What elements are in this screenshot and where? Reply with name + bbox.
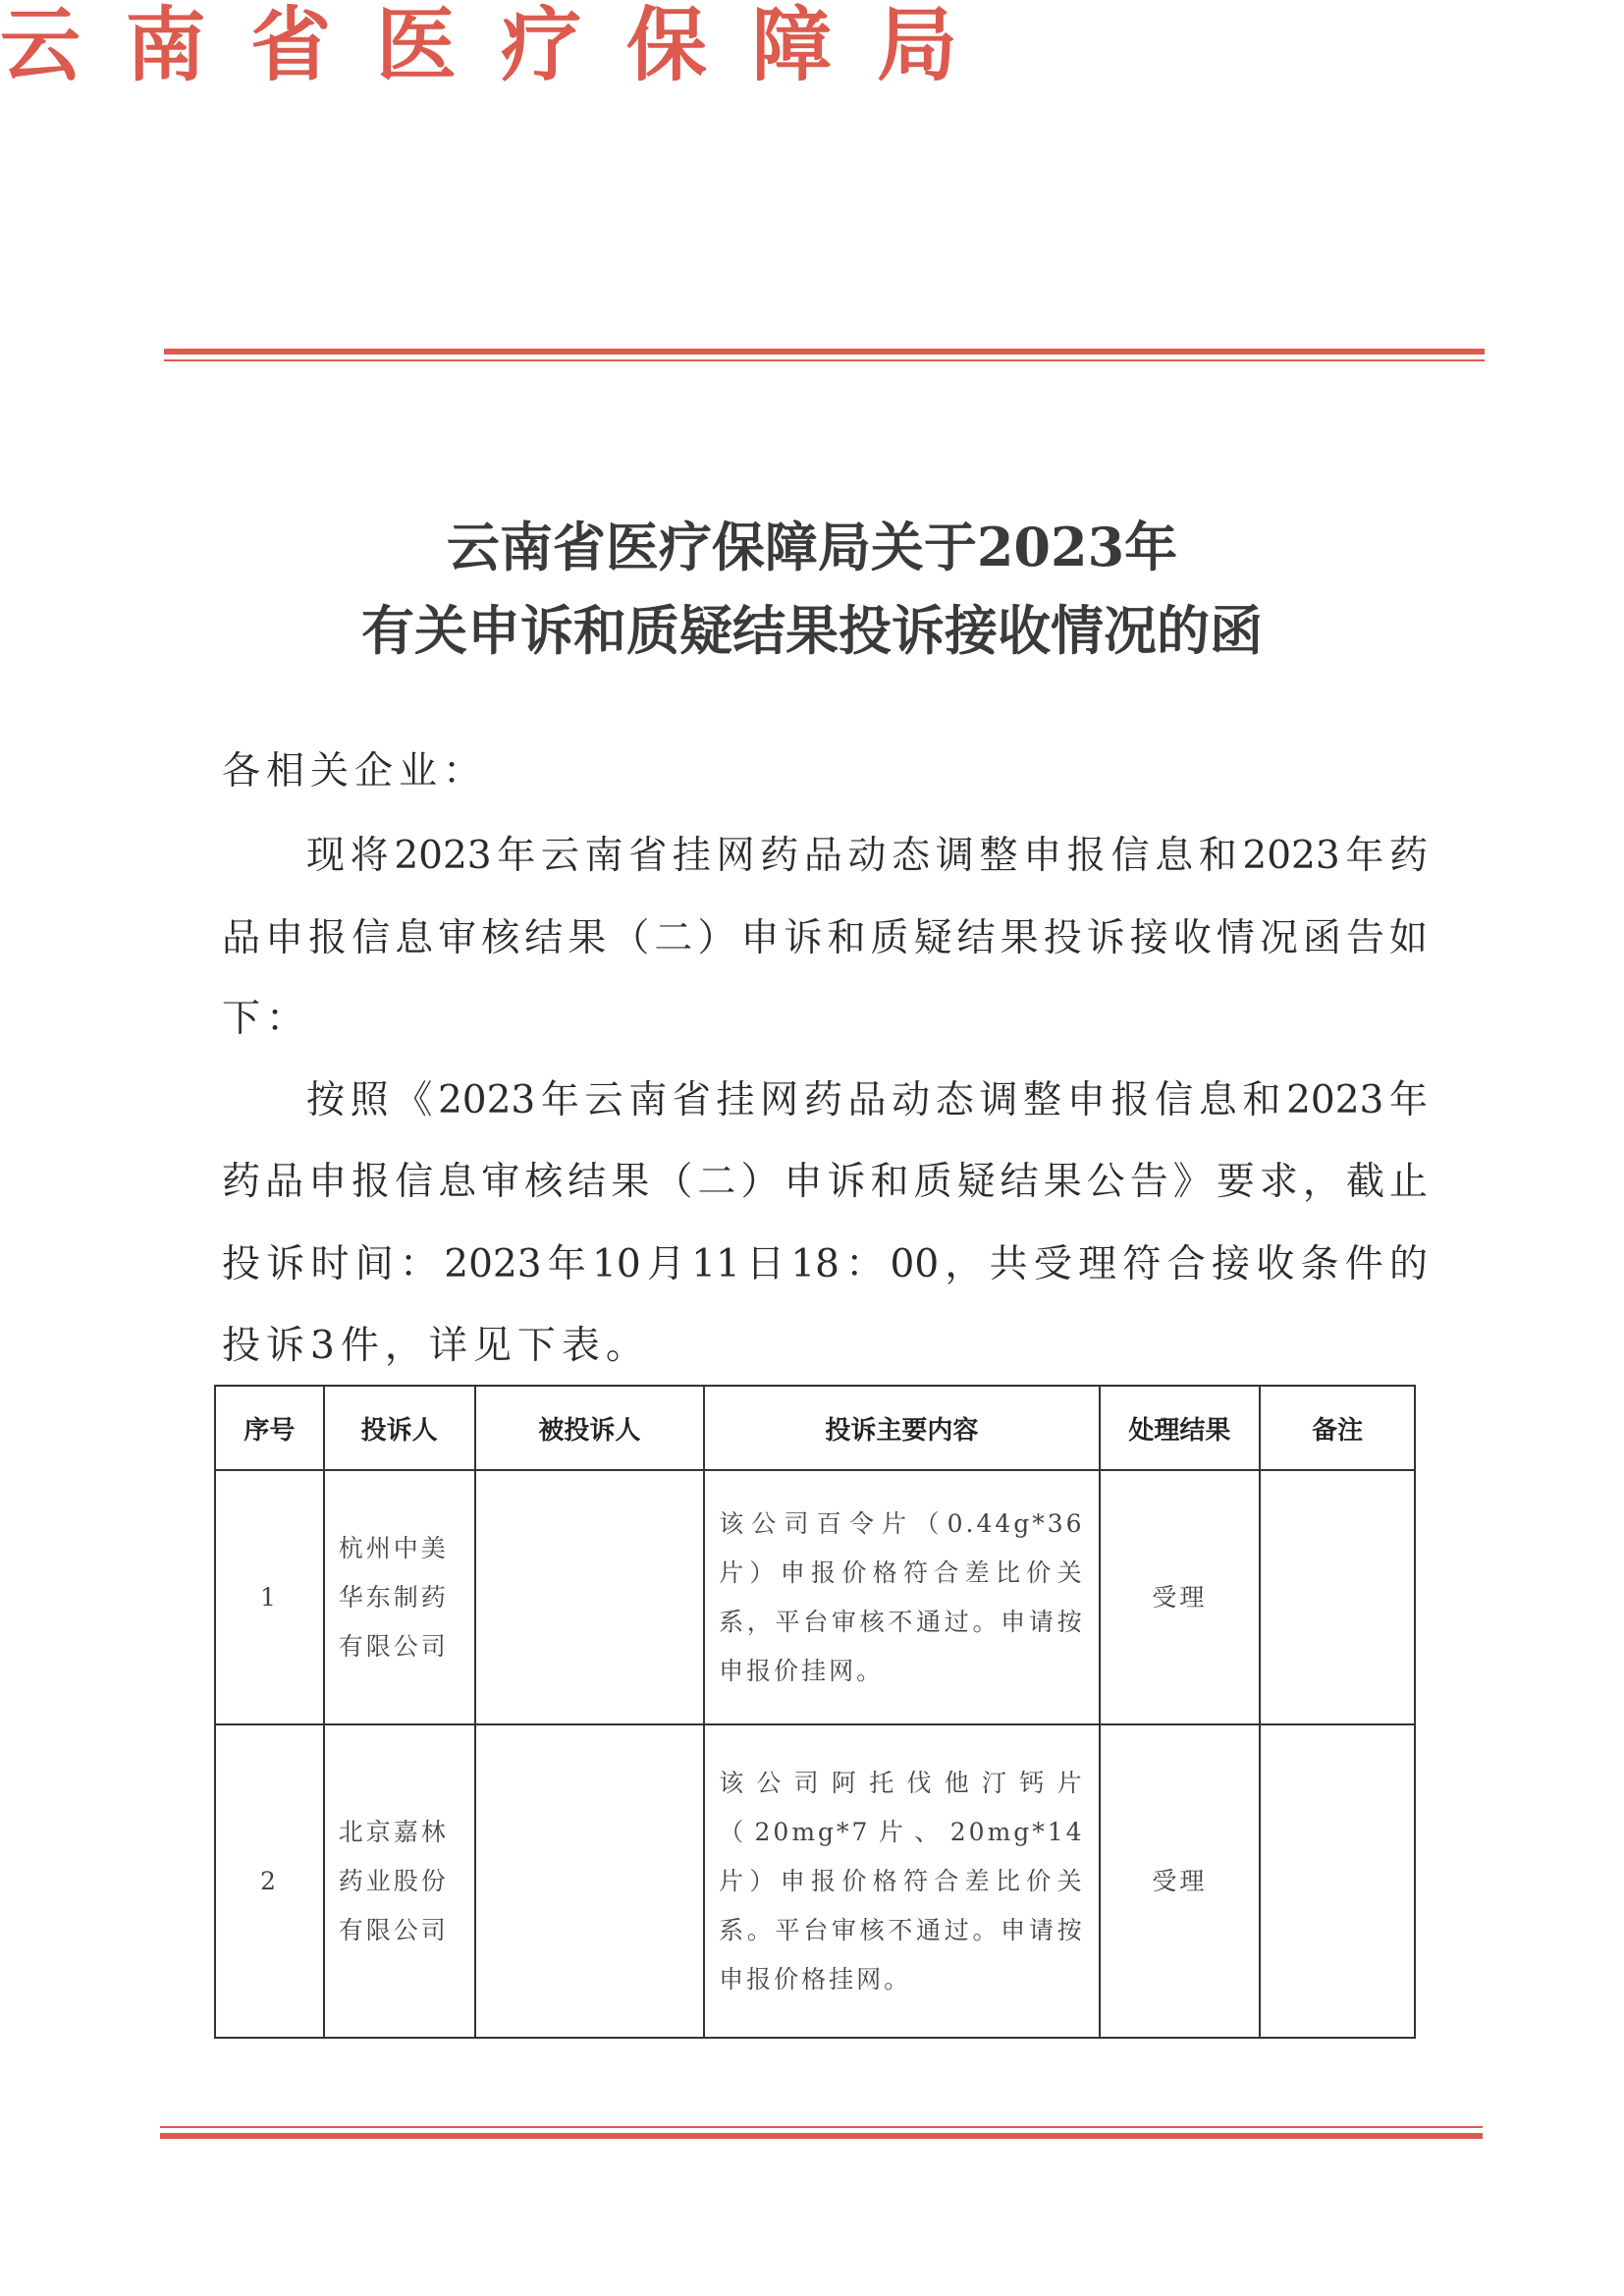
org-char: 疗 — [501, 0, 582, 92]
header-complainant: 投诉人 — [324, 1386, 475, 1470]
body-line: 品申报信息审核结果（二）申诉和质疑结果投诉接收情况函告如 — [222, 916, 1428, 960]
table-row — [215, 1724, 1415, 2038]
org-char: 局 — [876, 0, 957, 92]
letterhead-org-name — [0, 0, 957, 90]
body-line: 下： — [222, 997, 311, 1041]
header-result: 处理结果 — [1100, 1386, 1261, 1470]
header-respondent: 被投诉人 — [475, 1386, 705, 1470]
header-no: 序号 — [215, 1386, 324, 1470]
org-char: 保 — [625, 0, 707, 92]
cell-respondent — [475, 1470, 705, 1724]
table-header-row — [215, 1386, 1415, 1470]
cell-content: 该公司阿托伐他汀钙片（20mg*7片、20mg*14片）申报价格符合差比价关系。平台审核不通过。申请按申报价格挂网。 — [704, 1724, 1100, 2038]
document-title-line2: 有关申诉和质疑结果投诉接收情况的函 — [361, 599, 1263, 662]
cell-no: 1 — [215, 1470, 324, 1724]
document-title-line1: 云南省医疗保障局关于2023年 — [446, 516, 1178, 578]
body-line: 投诉时间：2023年10月11日18：00，共受理符合接收条件的 — [222, 1242, 1428, 1286]
cell-complainant: 北京嘉林药业股份有限公司 — [324, 1724, 475, 2038]
cell-remark — [1260, 1724, 1415, 2038]
body-line: 现将2023年云南省挂网药品动态调整申报信息和2023年药 — [306, 834, 1428, 878]
complaints-table — [214, 1385, 1416, 2039]
salutation: 各相关企业： — [222, 749, 488, 793]
cell-respondent — [475, 1724, 705, 2038]
header-red-rule-thin — [164, 359, 1485, 361]
body-line: 按照《2023年云南省挂网药品动态调整申报信息和2023年 — [306, 1078, 1428, 1122]
footer-red-rule-thick — [160, 2133, 1483, 2139]
header-red-rule-thick — [164, 349, 1485, 355]
cell-complainant: 杭州中美华东制药有限公司 — [324, 1470, 475, 1724]
org-char: 云 — [0, 0, 81, 92]
cell-no: 2 — [215, 1724, 324, 2038]
cell-result: 受理 — [1100, 1470, 1261, 1724]
header-content: 投诉主要内容 — [704, 1386, 1100, 1470]
org-char: 南 — [125, 0, 206, 92]
body-line: 药品申报信息审核结果（二）申诉和质疑结果公告》要求，截止 — [222, 1160, 1428, 1204]
cell-result: 受理 — [1100, 1724, 1261, 2038]
cell-content: 该公司百令片（0.44g*36片）申报价格符合差比价关系，平台审核不通过。申请按申报价挂网。 — [704, 1470, 1100, 1724]
cell-remark — [1260, 1470, 1415, 1724]
org-char: 医 — [375, 0, 457, 92]
org-char: 省 — [250, 0, 332, 92]
body-line: 投诉3件，详见下表。 — [222, 1324, 650, 1368]
table-row — [215, 1470, 1415, 1724]
org-char: 障 — [751, 0, 833, 92]
footer-red-rule-thin — [160, 2126, 1483, 2128]
header-remark: 备注 — [1260, 1386, 1415, 1470]
